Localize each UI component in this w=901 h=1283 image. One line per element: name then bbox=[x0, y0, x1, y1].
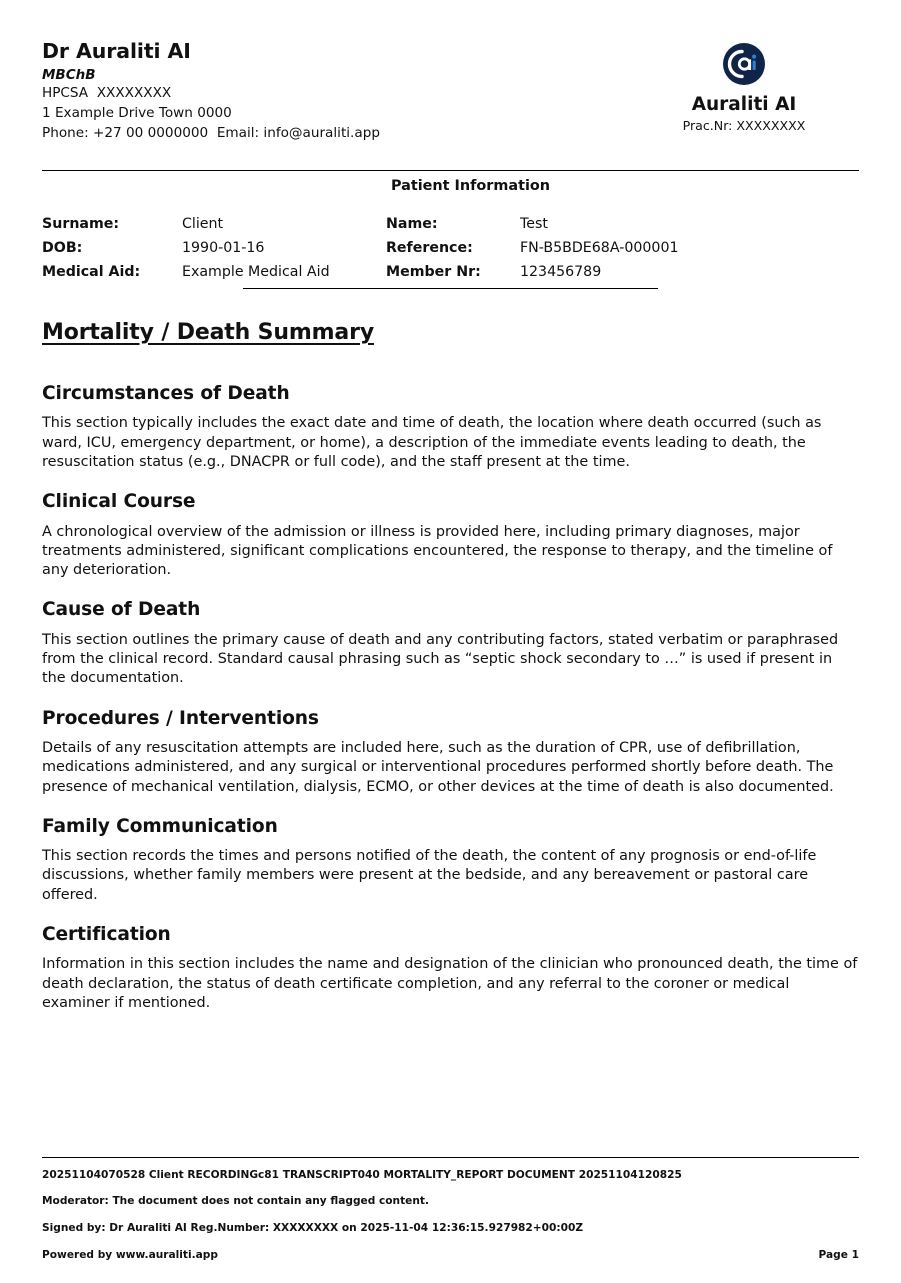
patient-information-title: Patient Information bbox=[390, 178, 551, 194]
section-heading: Clinical Course bbox=[42, 491, 196, 513]
report-section bbox=[42, 708, 859, 797]
patient-information-grid bbox=[42, 214, 859, 282]
patient-field-value: FN-B5BDE68A-000001 bbox=[520, 240, 679, 257]
practitioner-details bbox=[42, 40, 380, 144]
patient-field-value: Example Medical Aid bbox=[182, 264, 330, 281]
patient-field-value: Client bbox=[182, 216, 224, 232]
section-heading: Family Communication bbox=[42, 815, 278, 837]
brand-name: Auraliti AI bbox=[691, 94, 797, 115]
section-heading: Procedures / Interventions bbox=[42, 707, 319, 729]
section-heading: Circumstances of Death bbox=[42, 383, 290, 404]
report-section bbox=[42, 924, 859, 1013]
section-body: Information in this section includes the name and designation of the clinician who pronounced death, the time of death declaration, the status of death certificate completion, and any referral to the coroner or medical examiner if mentioned. bbox=[42, 956, 858, 1011]
section-body: This section typically includes the exact date and time of death, the location where death occurred (such as ward, ICU, emergency department, or home), a description of the immediate events leading to death, the resuscitation status (e.g., DNACPR or full code), and the staff present at the time. bbox=[42, 415, 822, 470]
patient-field-label: Medical Aid: bbox=[42, 264, 141, 281]
auraliti-logo-icon bbox=[722, 42, 766, 86]
section-body: Details of any resuscitation attempts are included here, such as the duration of CPR, use of defibrillation, medications administered, and any surgical or interventional procedures performed shortly before death. The presence of mechanical ventilation, dialysis, ECMO, or other devices at the time of death is also documented. bbox=[42, 739, 834, 795]
document-header bbox=[42, 0, 859, 141]
report-section bbox=[42, 599, 859, 688]
practitioner-address: 1 Example Drive Town 0000 bbox=[42, 105, 232, 122]
footer-powered-by: Powered by www.auraliti.app bbox=[42, 1249, 218, 1261]
footer-moderator-line: Moderator: The document does not contain any flagged content. bbox=[42, 1195, 429, 1208]
section-body: A chronological overview of the admission or illness is provided here, including primary diagnoses, major treatments administered, significant complications encountered, the response to therapy, and the timeline of any deterioration. bbox=[42, 523, 833, 579]
document-body bbox=[42, 383, 859, 1013]
footer-page-number: Page 1 bbox=[818, 1249, 859, 1261]
patient-field-label: Name: bbox=[386, 216, 438, 232]
patient-field-label: Member Nr: bbox=[386, 264, 481, 281]
patient-information-block bbox=[42, 178, 859, 282]
document-footer bbox=[42, 1157, 859, 1261]
report-section bbox=[42, 491, 859, 580]
patient-divider bbox=[243, 288, 658, 289]
report-section bbox=[42, 383, 859, 472]
report-section bbox=[42, 816, 859, 905]
header-divider bbox=[42, 170, 859, 171]
section-body: This section records the times and persons notified of the death, the content of any prognosis or end-of-life discussions, whether family members were present at the bedside, and any bereavement or pastoral care offered. bbox=[42, 848, 817, 903]
page-title: Mortality / Death Summary bbox=[42, 320, 375, 345]
patient-field-label: Surname: bbox=[42, 216, 120, 232]
patient-field-value: 1990-01-16 bbox=[182, 240, 265, 257]
footer-divider bbox=[42, 1157, 859, 1158]
footer-reference-line: 20251104070528 Client RECORDINGc81 TRANSCRIPT040 MORTALITY_REPORT DOCUMENT 20251104120825 bbox=[42, 1168, 682, 1181]
patient-field-value: Test bbox=[520, 216, 548, 232]
section-heading: Certification bbox=[42, 924, 171, 946]
section-body: This section outlines the primary cause of death and any contributing factors, stated verbatim or paraphrased from the clinical record. Standard causal phrasing such as “septic shock secondary to …” is used if present in the documentation. bbox=[42, 631, 839, 687]
patient-field-label: Reference: bbox=[386, 240, 473, 257]
brand-block bbox=[629, 42, 859, 134]
section-heading: Cause of Death bbox=[42, 599, 201, 621]
practitioner-hpcsa: HPCSA XXXXXXXX bbox=[42, 85, 172, 102]
patient-field-label: DOB: bbox=[42, 240, 83, 257]
patient-field-value: 123456789 bbox=[520, 264, 602, 281]
practitioner-contact: Phone: +27 00 0000000 Email: info@auraliti.app bbox=[42, 124, 380, 141]
footer-bottom-row bbox=[42, 1249, 859, 1261]
practitioner-name: Dr Auraliti AI bbox=[42, 39, 191, 63]
brand-practice-number: Prac.Nr: XXXXXXXX bbox=[682, 118, 806, 134]
practitioner-qualification: MBChB bbox=[42, 66, 96, 83]
footer-signed-line: Signed by: Dr Auraliti AI Reg.Number: XXXXXXXX on 2025-11-04 12:36:15.927982+00:00Z bbox=[42, 1222, 584, 1235]
